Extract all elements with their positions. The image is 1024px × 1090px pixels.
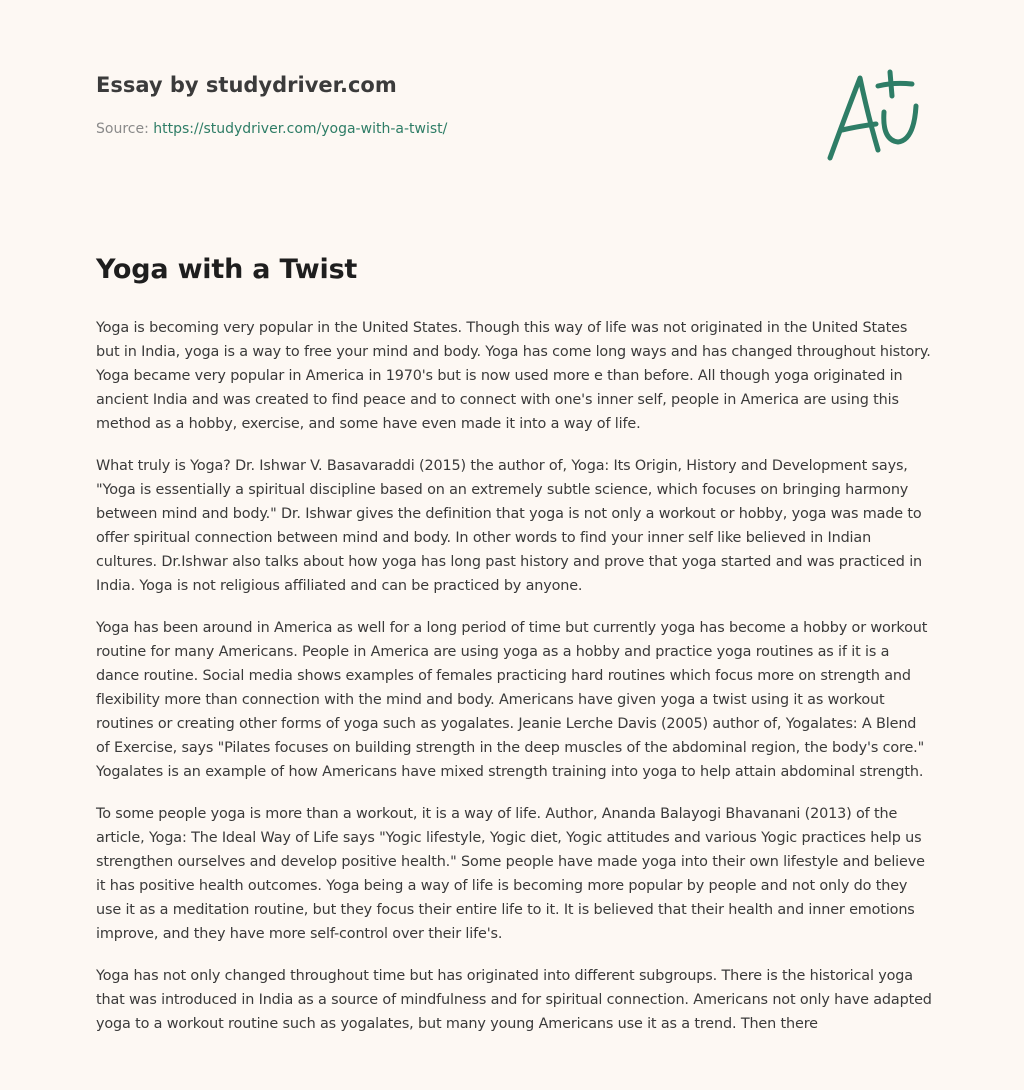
source-line xyxy=(96,120,656,140)
essay-paragraph: To some people yoga is more than a workout, it is a way of life. Author, Ananda Balayogi Bhavanani (2013) of the article, Yoga: The Ideal Way of Life says "Yogic lifestyle, Yogic diet, Yogic attitudes and various Yogic practices help us strengthen ourselves and develop positive health." Some people have made yoga into their own lifestyle and believe it has positive health outcomes. Yoga being a way of life is becoming more popular by people and not only do they use it as a meditation routine, but they focus their entire life to it. It is believed that their health and inner emotions improve, and they have more self-control over their life's. xyxy=(96,806,925,942)
essay-paragraph: Yoga has not only changed throughout time but has originated into different subgroups. There is the historical yoga that was introduced in India as a source of mindfulness and for spiritual connection. Americans not only have adapted yoga to a workout routine such as yogalates, but many young Americans use it as a trend. Then there xyxy=(96,968,932,1032)
source-label: Source: xyxy=(96,121,149,138)
essay-paragraph: What truly is Yoga? Dr. Ishwar V. Basavaraddi (2015) the author of, Yoga: Its Origin, History and Development says, "Yoga is essentially a spiritual discipline based on an extremely subtle science, which focuses on bringing harmony between mind and body." Dr. Ishwar gives the definition that yoga is not only a workout or hobby, yoga was made to offer spiritual connection between mind and body. In other words to find your inner self like believed in Indian cultures. Dr.Ishwar also talks about how yoga has long past history and prove that yoga started and was practiced in India. Yoga is not religious affiliated and can be practiced by anyone. xyxy=(96,458,923,594)
page-header xyxy=(96,72,656,140)
essay-body xyxy=(96,316,932,1054)
essay-title: Yoga with a Twist xyxy=(96,254,358,285)
site-title: Essay by studydriver.com xyxy=(96,73,397,97)
a-plus-logo-icon xyxy=(820,66,930,166)
source-link[interactable]: https://studydriver.com/yoga-with-a-twist/ xyxy=(153,121,448,138)
essay-paragraph: Yoga is becoming very popular in the United States. Though this way of life was not originated in the United States but in India, yoga is a way to free your mind and body. Yoga has come long ways and has changed throughout history. Yoga became very popular in America in 1970's but is now used more e than before. All though yoga originated in ancient India and was created to find peace and to connect with one's inner self, people in America are using this method as a hobby, exercise, and some have even made it into a way of life. xyxy=(96,320,931,432)
essay-paragraph: Yoga has been around in America as well for a long period of time but currently yoga has become a hobby or workout routine for many Americans. People in America are using yoga as a hobby and practice yoga routines as if it is a dance routine. Social media shows examples of females practicing hard routines which focus more on strength and flexibility more than connection with the mind and body. Americans have given yoga a twist using it as workout routines or creating other forms of yoga such as yogalates. Jeanie Lerche Davis (2005) author of, Yogalates: A Blend of Exercise, says "Pilates focuses on building strength in the deep muscles of the abdominal region, the body's core." Yogalates is an example of how Americans have mixed strength training into yoga to help attain abdominal strength. xyxy=(96,620,928,780)
